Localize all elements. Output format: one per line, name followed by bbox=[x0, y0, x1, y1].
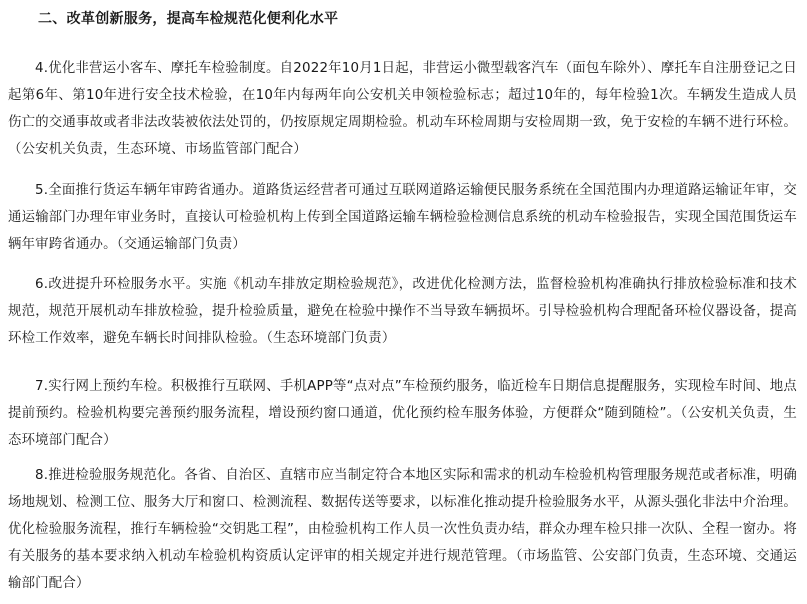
paragraph-item-4: 4.优化非营运小客车、摩托车检验制度。自2022年10月1日起，非营运小微型载客汽车（面包车除外）、摩托车自注册登记之日起第6年、第10年进行安全技术检验，在10年内每两年向公安机关申领检验标志；超过10年的，每年检验1次。车辆发生造成人员伤亡的交通事故或者非法改装被依法处罚的，仍按原规定周期检验。机动车环检周期与安检周期一致，免于安检的车辆不进行环检。（公安机关负责，生态环境、市场监管部门配合） bbox=[8, 61, 797, 157]
paragraph-item-5: 5.全面推行货运车辆年审跨省通办。道路货运经营者可通过互联网道路运输便民服务系统在全国范围内办理道路运输证年审，交通运输部门办理年审业务时，直接认可检验机构上传到全国道路运输车辆检验检测信息系统的机动车检验报告，实现全国范围货运车辆年审跨省通办。（交通运输部门负责） bbox=[8, 183, 797, 252]
section-heading: 二、改革创新服务，提高车检规范化便利化水平 bbox=[38, 11, 339, 27]
paragraph-item-6: 6.改进提升环检服务水平。实施《机动车排放定期检验规范》，改进优化检测方法，监督检验机构准确执行排放检验标准和技术规范，规范开展机动车排放检验，提升检验质量，避免在检验中操作不当导致车辆损坏。引导检验机构合理配备环检仪器设备，提高环检工作效率，避免车辆长时间排队检验。（生态环境部门负责） bbox=[8, 277, 797, 346]
paragraph-item-7: 7.实行网上预约车检。积极推行互联网、手机APP等“点对点”车检预约服务，临近检车日期信息提醒服务，实现检车时间、地点提前预约。检验机构要完善预约服务流程，增设预约窗口通道，优化预约检车服务体验，方便群众“随到随检”。（公安机关负责，生态环境部门配合） bbox=[8, 379, 797, 448]
paragraph-item-8: 8.推进检验服务规范化。各省、自治区、直辖市应当制定符合本地区实际和需求的机动车检验机构管理服务规范或者标准，明确场地规划、检测工位、服务大厅和窗口、检测流程、数据传送等要求，以标准化推动提升检验服务水平，从源头强化非法中介治理。优化检验服务流程，推行车辆检验“交钥匙工程”，由检验机构工作人员一次性负责办结，群众办理车检只排一次队、全程一窗办。将有关服务的基本要求纳入机动车检验机构资质认定评审的相关规定并进行规范管理。（市场监管、公安部门负责，生态环境、交通运输部门配合） bbox=[8, 468, 797, 591]
